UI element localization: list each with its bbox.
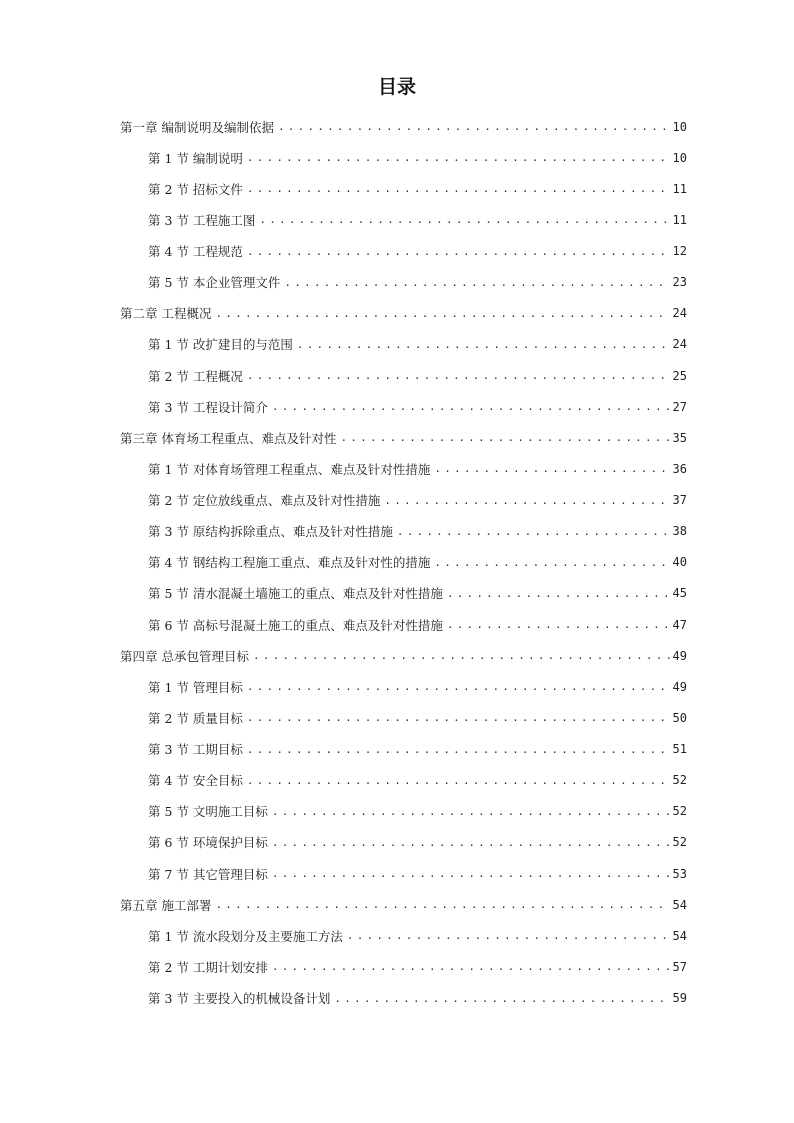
toc-section-entry[interactable] [120, 360, 687, 391]
toc-section-entry[interactable] [120, 827, 687, 858]
dot-leader [215, 898, 669, 911]
entry-page-number: 10 [672, 150, 687, 165]
entry-label: 第一章 编制说明及编制依据 [120, 119, 274, 135]
entry-label: 第 3 节 工程设计简介 [148, 399, 268, 415]
entry-label: 第 2 节 定位放线重点、难点及针对性措施 [148, 493, 381, 509]
dot-leader [334, 992, 669, 1005]
entry-label: 第 5 节 本企业管理文件 [148, 275, 281, 291]
entry-label: 第三章 体育场工程重点、难点及针对性 [120, 430, 337, 446]
toc-section-entry[interactable] [120, 858, 687, 889]
dot-leader [247, 743, 670, 756]
entry-label: 第 3 节 主要投入的机械设备计划 [148, 991, 331, 1007]
entry-label: 第二章 工程概况 [120, 306, 212, 322]
dot-leader [397, 525, 670, 538]
entry-page-number: 23 [672, 275, 687, 290]
dot-leader [259, 213, 669, 226]
entry-label: 第 4 节 钢结构工程施工重点、难点及针对性的措施 [148, 555, 431, 571]
toc-section-entry[interactable] [120, 485, 687, 516]
entry-page-number: 49 [672, 648, 687, 663]
entry-label: 第 3 节 原结构拆除重点、难点及针对性措施 [148, 524, 393, 540]
entry-page-number: 10 [672, 119, 687, 134]
entry-page-number: 36 [672, 461, 687, 476]
dot-leader [247, 182, 670, 195]
dot-leader [384, 494, 669, 507]
entry-page-number: 12 [672, 244, 687, 259]
entry-label: 第 5 节 清水混凝土墙施工的重点、难点及针对性措施 [148, 586, 443, 602]
dot-leader [447, 587, 670, 600]
toc-chapter-entry[interactable] [120, 298, 687, 329]
dot-leader [284, 276, 669, 289]
entry-label: 第 1 节 对体育场管理工程重点、难点及针对性措施 [148, 461, 431, 477]
dot-leader [278, 120, 670, 133]
dot-leader [247, 711, 670, 724]
toc-section-entry[interactable] [120, 142, 687, 173]
entry-label: 第 6 节 高标号混凝土施工的重点、难点及针对性措施 [148, 617, 443, 633]
entry-page-number: 24 [672, 337, 687, 352]
entry-label: 第 3 节 工程施工图 [148, 212, 256, 228]
entry-label: 第 3 节 工期目标 [148, 742, 243, 758]
dot-leader [340, 431, 669, 444]
table-of-contents [120, 111, 687, 1014]
toc-section-entry[interactable] [120, 173, 687, 204]
entry-label: 第 2 节 招标文件 [148, 181, 243, 197]
toc-section-entry[interactable] [120, 391, 687, 422]
toc-section-entry[interactable] [120, 671, 687, 702]
entry-page-number: 11 [672, 212, 687, 227]
entry-page-number: 52 [672, 835, 687, 850]
dot-leader [215, 307, 669, 320]
entry-page-number: 25 [672, 368, 687, 383]
dot-leader [297, 338, 670, 351]
toc-section-entry[interactable] [120, 329, 687, 360]
entry-label: 第五章 施工部署 [120, 897, 212, 913]
dot-leader [272, 400, 670, 413]
toc-title: 目录 [377, 76, 416, 98]
toc-section-entry[interactable] [120, 453, 687, 484]
entry-label: 第 6 节 环境保护目标 [148, 835, 268, 851]
entry-page-number: 38 [672, 524, 687, 539]
toc-chapter-entry[interactable] [120, 111, 687, 142]
dot-leader [247, 680, 670, 693]
entry-label: 第四章 总承包管理目标 [120, 648, 249, 664]
entry-page-number: 47 [672, 617, 687, 632]
entry-page-number: 45 [672, 586, 687, 601]
toc-section-entry[interactable] [120, 983, 687, 1014]
toc-section-entry[interactable] [120, 516, 687, 547]
dot-leader [347, 929, 670, 942]
toc-section-entry[interactable] [120, 267, 687, 298]
dot-leader [272, 867, 670, 880]
toc-chapter-entry[interactable] [120, 422, 687, 453]
entry-page-number: 24 [672, 306, 687, 321]
entry-label: 第 2 节 质量目标 [148, 710, 243, 726]
entry-label: 第 1 节 管理目标 [148, 679, 243, 695]
entry-page-number: 57 [672, 959, 687, 974]
entry-label: 第 4 节 工程规范 [148, 244, 243, 260]
entry-page-number: 49 [672, 679, 687, 694]
toc-section-entry[interactable] [120, 236, 687, 267]
dot-leader [247, 369, 670, 382]
toc-section-entry[interactable] [120, 204, 687, 235]
entry-label: 第 1 节 流水段划分及主要施工方法 [148, 928, 343, 944]
dot-leader [434, 462, 669, 475]
entry-label: 第 2 节 工期计划安排 [148, 959, 268, 975]
entry-page-number: 52 [672, 804, 687, 819]
toc-section-entry[interactable] [120, 547, 687, 578]
toc-chapter-entry[interactable] [120, 889, 687, 920]
entry-page-number: 50 [672, 710, 687, 725]
toc-section-entry[interactable] [120, 734, 687, 765]
entry-page-number: 40 [672, 555, 687, 570]
dot-leader [247, 774, 670, 787]
toc-section-entry[interactable] [120, 578, 687, 609]
dot-leader [272, 960, 670, 973]
dot-leader [272, 836, 670, 849]
entry-page-number: 52 [672, 773, 687, 788]
toc-section-entry[interactable] [120, 765, 687, 796]
entry-label: 第 4 节 安全目标 [148, 773, 243, 789]
toc-section-entry[interactable] [120, 796, 687, 827]
toc-section-entry[interactable] [120, 609, 687, 640]
entry-page-number: 53 [672, 866, 687, 881]
entry-page-number: 59 [672, 991, 687, 1006]
dot-leader [247, 151, 670, 164]
dot-leader [272, 805, 670, 818]
entry-page-number: 37 [672, 493, 687, 508]
dot-leader [434, 556, 669, 569]
entry-label: 第 1 节 改扩建目的与范围 [148, 337, 293, 353]
entry-label: 第 1 节 编制说明 [148, 150, 243, 166]
toc-section-entry[interactable] [120, 951, 687, 982]
entry-label: 第 5 节 文明施工目标 [148, 804, 268, 820]
entry-page-number: 51 [672, 742, 687, 757]
entry-label: 第 2 节 工程概况 [148, 368, 243, 384]
entry-page-number: 11 [672, 181, 687, 196]
entry-page-number: 35 [672, 430, 687, 445]
dot-leader [447, 618, 670, 631]
dot-leader [247, 245, 670, 258]
toc-chapter-entry[interactable] [120, 640, 687, 671]
entry-label: 第 7 节 其它管理目标 [148, 866, 268, 882]
entry-page-number: 27 [672, 399, 687, 414]
entry-page-number: 54 [672, 928, 687, 943]
toc-section-entry[interactable] [120, 702, 687, 733]
toc-section-entry[interactable] [120, 920, 687, 951]
entry-page-number: 54 [672, 897, 687, 912]
dot-leader [253, 649, 670, 662]
